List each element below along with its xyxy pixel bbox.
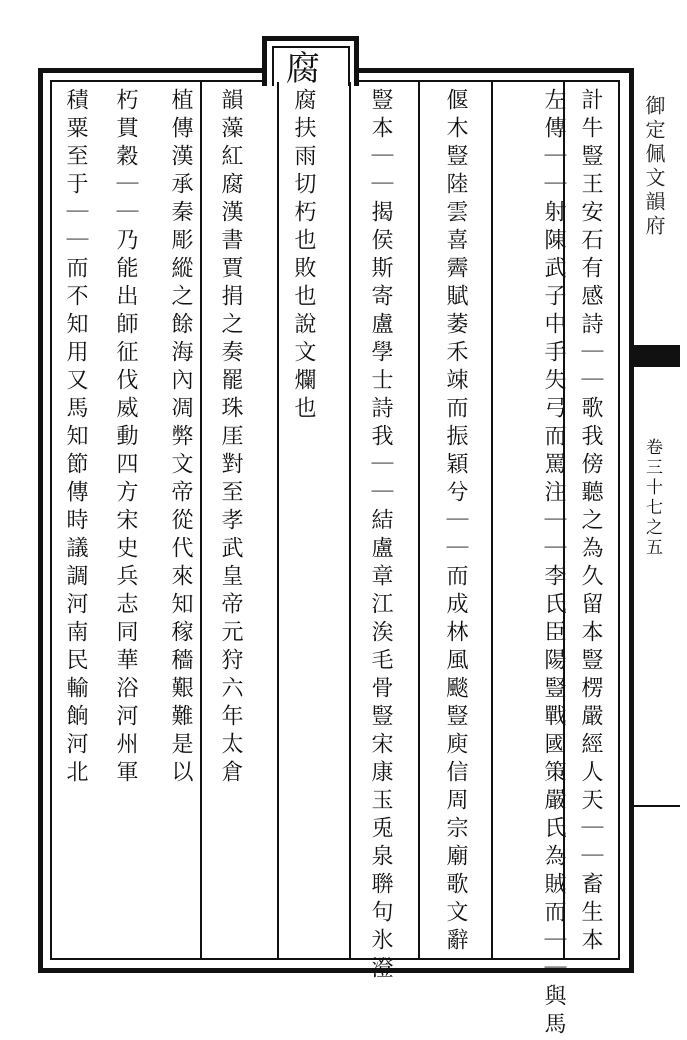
text-column: 韻藻紅腐漢書賈捐之奏罷珠厓對至孝武皇帝元狩六年太倉 bbox=[218, 88, 243, 788]
header-tab-character: 腐 bbox=[286, 49, 320, 89]
margin-book-title: 御定佩文韻府 bbox=[642, 95, 666, 239]
text-column: 偃木豎陸雲喜霽賦萎禾竦而振穎兮｜｜而成林風颷豎庾信周宗廟歌文辭 bbox=[443, 88, 468, 956]
text-column: 豎本｜｜揭侯斯寄盧學士詩我｜｜結盧章江涘毛骨豎宋康玉兎泉聨句氷澄 bbox=[368, 88, 393, 984]
text-column: 植傳漢承秦彫縱之餘海內凋弊文帝從代來知稼穡艱難是以 bbox=[168, 88, 193, 788]
column-rule bbox=[491, 82, 493, 958]
text-column: 計牛豎王安石有感詩｜｜歌我傍聽之為久留本豎楞嚴經人天｜｜畜生本 bbox=[578, 88, 603, 956]
fishtail-mark bbox=[634, 345, 680, 367]
column-rule bbox=[200, 82, 202, 958]
fishtail-mark-lower bbox=[634, 805, 680, 823]
column-rule bbox=[418, 82, 420, 958]
volume-label: 卷三十七之五 bbox=[642, 438, 662, 558]
text-column: 腐扶雨切朽也敗也說文爛也 bbox=[291, 88, 316, 424]
column-rule bbox=[277, 82, 279, 958]
text-column: 積粟至于｜｜而不知用又馬知節傳時議調河南民輸餉河北 bbox=[63, 88, 88, 788]
text-column: 朽貫穀｜｜乃能出師征伐威動四方宋史兵志同華浴河州軍 bbox=[113, 88, 138, 788]
text-column: 左傳｜｜射陳武子中手失弓而罵注｜｜李氏臣陽豎戰國策嚴氏為賊而｜｜與馬 bbox=[541, 88, 566, 1040]
column-rule bbox=[349, 82, 351, 958]
